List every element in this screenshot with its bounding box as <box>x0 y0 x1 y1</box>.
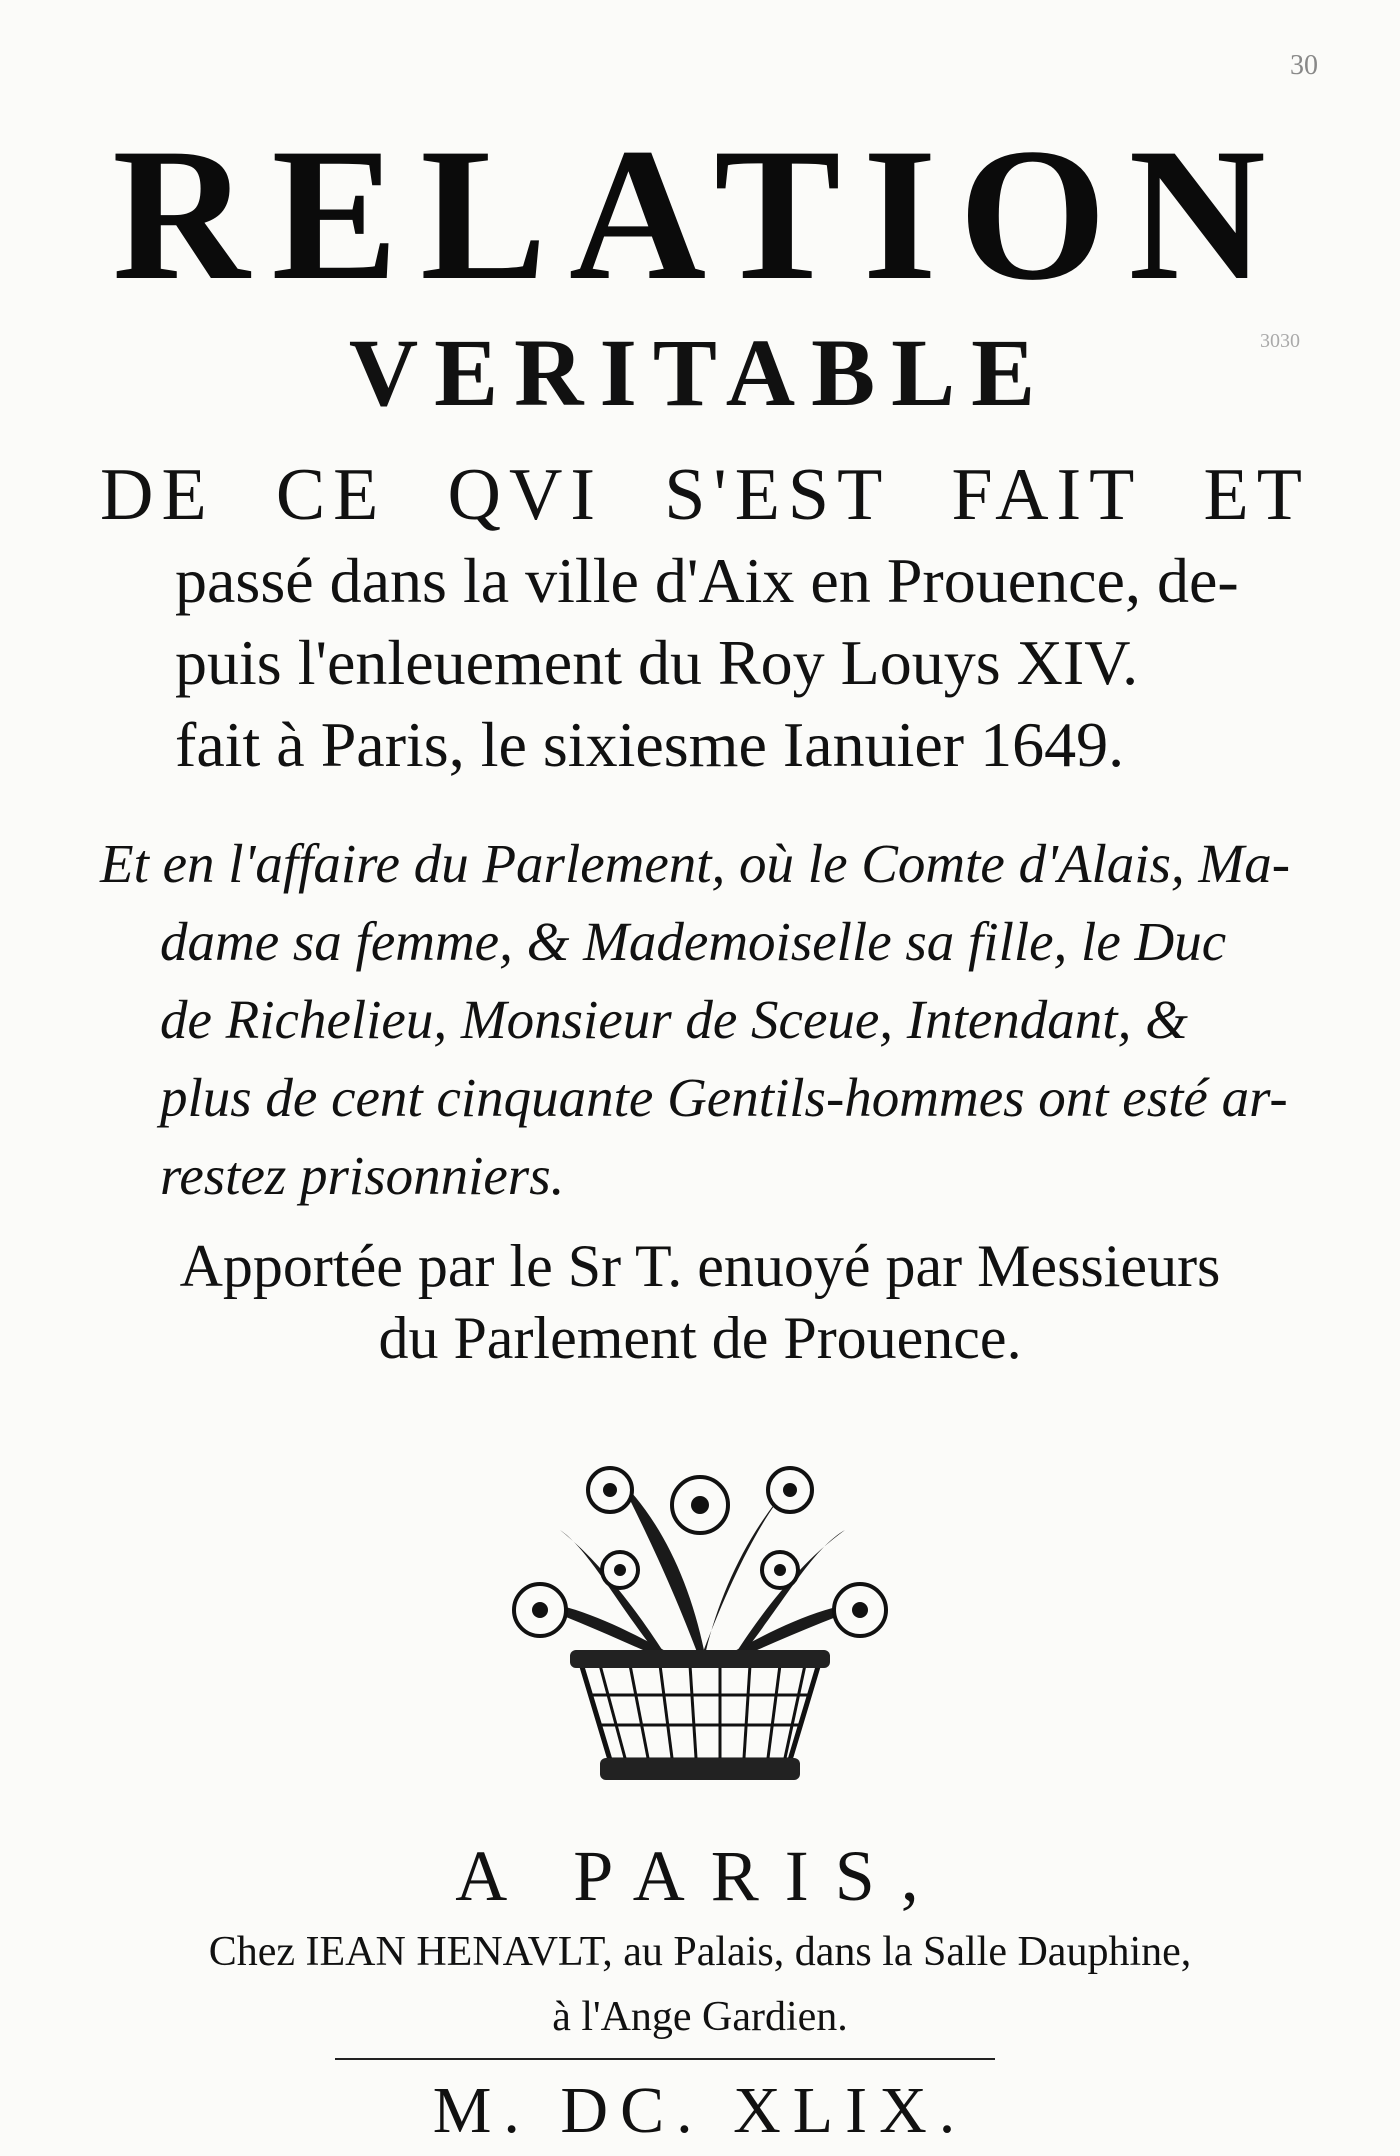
library-stamp: 3030 <box>1260 330 1300 352</box>
italic-line: Et en l'affaire du Parlement, où le Comte d'Alais, Ma- <box>100 833 1291 894</box>
italic-line: plus de cent cinquante Gentils-hommes ont esté ar- <box>160 1067 1288 1128</box>
description-word: S'EST <box>664 454 891 536</box>
shelfmark-note: 30 <box>1290 50 1318 81</box>
imprint-date: M. DC. XLIX. <box>432 2074 968 2147</box>
imprint-place: A PARIS, <box>455 1836 945 1916</box>
imprint-printer: Chez IEAN HENAVLT, au Palais, dans la Salle Dauphine, <box>208 1929 1192 1975</box>
description-line: puis l'enleuement du Roy Louys XIV. <box>175 627 1139 698</box>
description-line: fait à Paris, le sixiesme Ianuier 1649. <box>175 709 1125 780</box>
apportee-block <box>0 1230 1400 1374</box>
subtitle: VERITABLE <box>348 319 1052 426</box>
imprint-address: à l'Ange Gardien. <box>552 1994 848 2040</box>
italic-line: dame sa femme, & Mademoiselle sa fille, le Duc <box>160 911 1227 972</box>
description-word: FAIT <box>951 454 1143 536</box>
description-word: CE <box>275 454 387 536</box>
description-word: QVI <box>447 454 604 536</box>
description-first-line <box>100 454 1310 536</box>
apportee-line: Apportée par le Sr T. enuoyé par Messieurs <box>179 1233 1221 1299</box>
apportee-line: du Parlement de Prouence. <box>378 1305 1022 1371</box>
italic-line: de Richelieu, Monsieur de Sceue, Intendant, & <box>160 989 1188 1050</box>
description-body <box>175 540 1315 786</box>
flower-basket-icon <box>500 1460 900 1800</box>
description-line: passé dans la ville d'Aix en Prouence, de- <box>175 545 1239 616</box>
main-title: RELATION <box>112 110 1288 320</box>
italic-paragraph <box>100 825 1315 1215</box>
italic-line: restez prisonniers. <box>160 1145 565 1206</box>
description-word: ET <box>1203 454 1310 536</box>
description-word: DE <box>100 454 215 536</box>
imprint-rule <box>335 2058 995 2060</box>
